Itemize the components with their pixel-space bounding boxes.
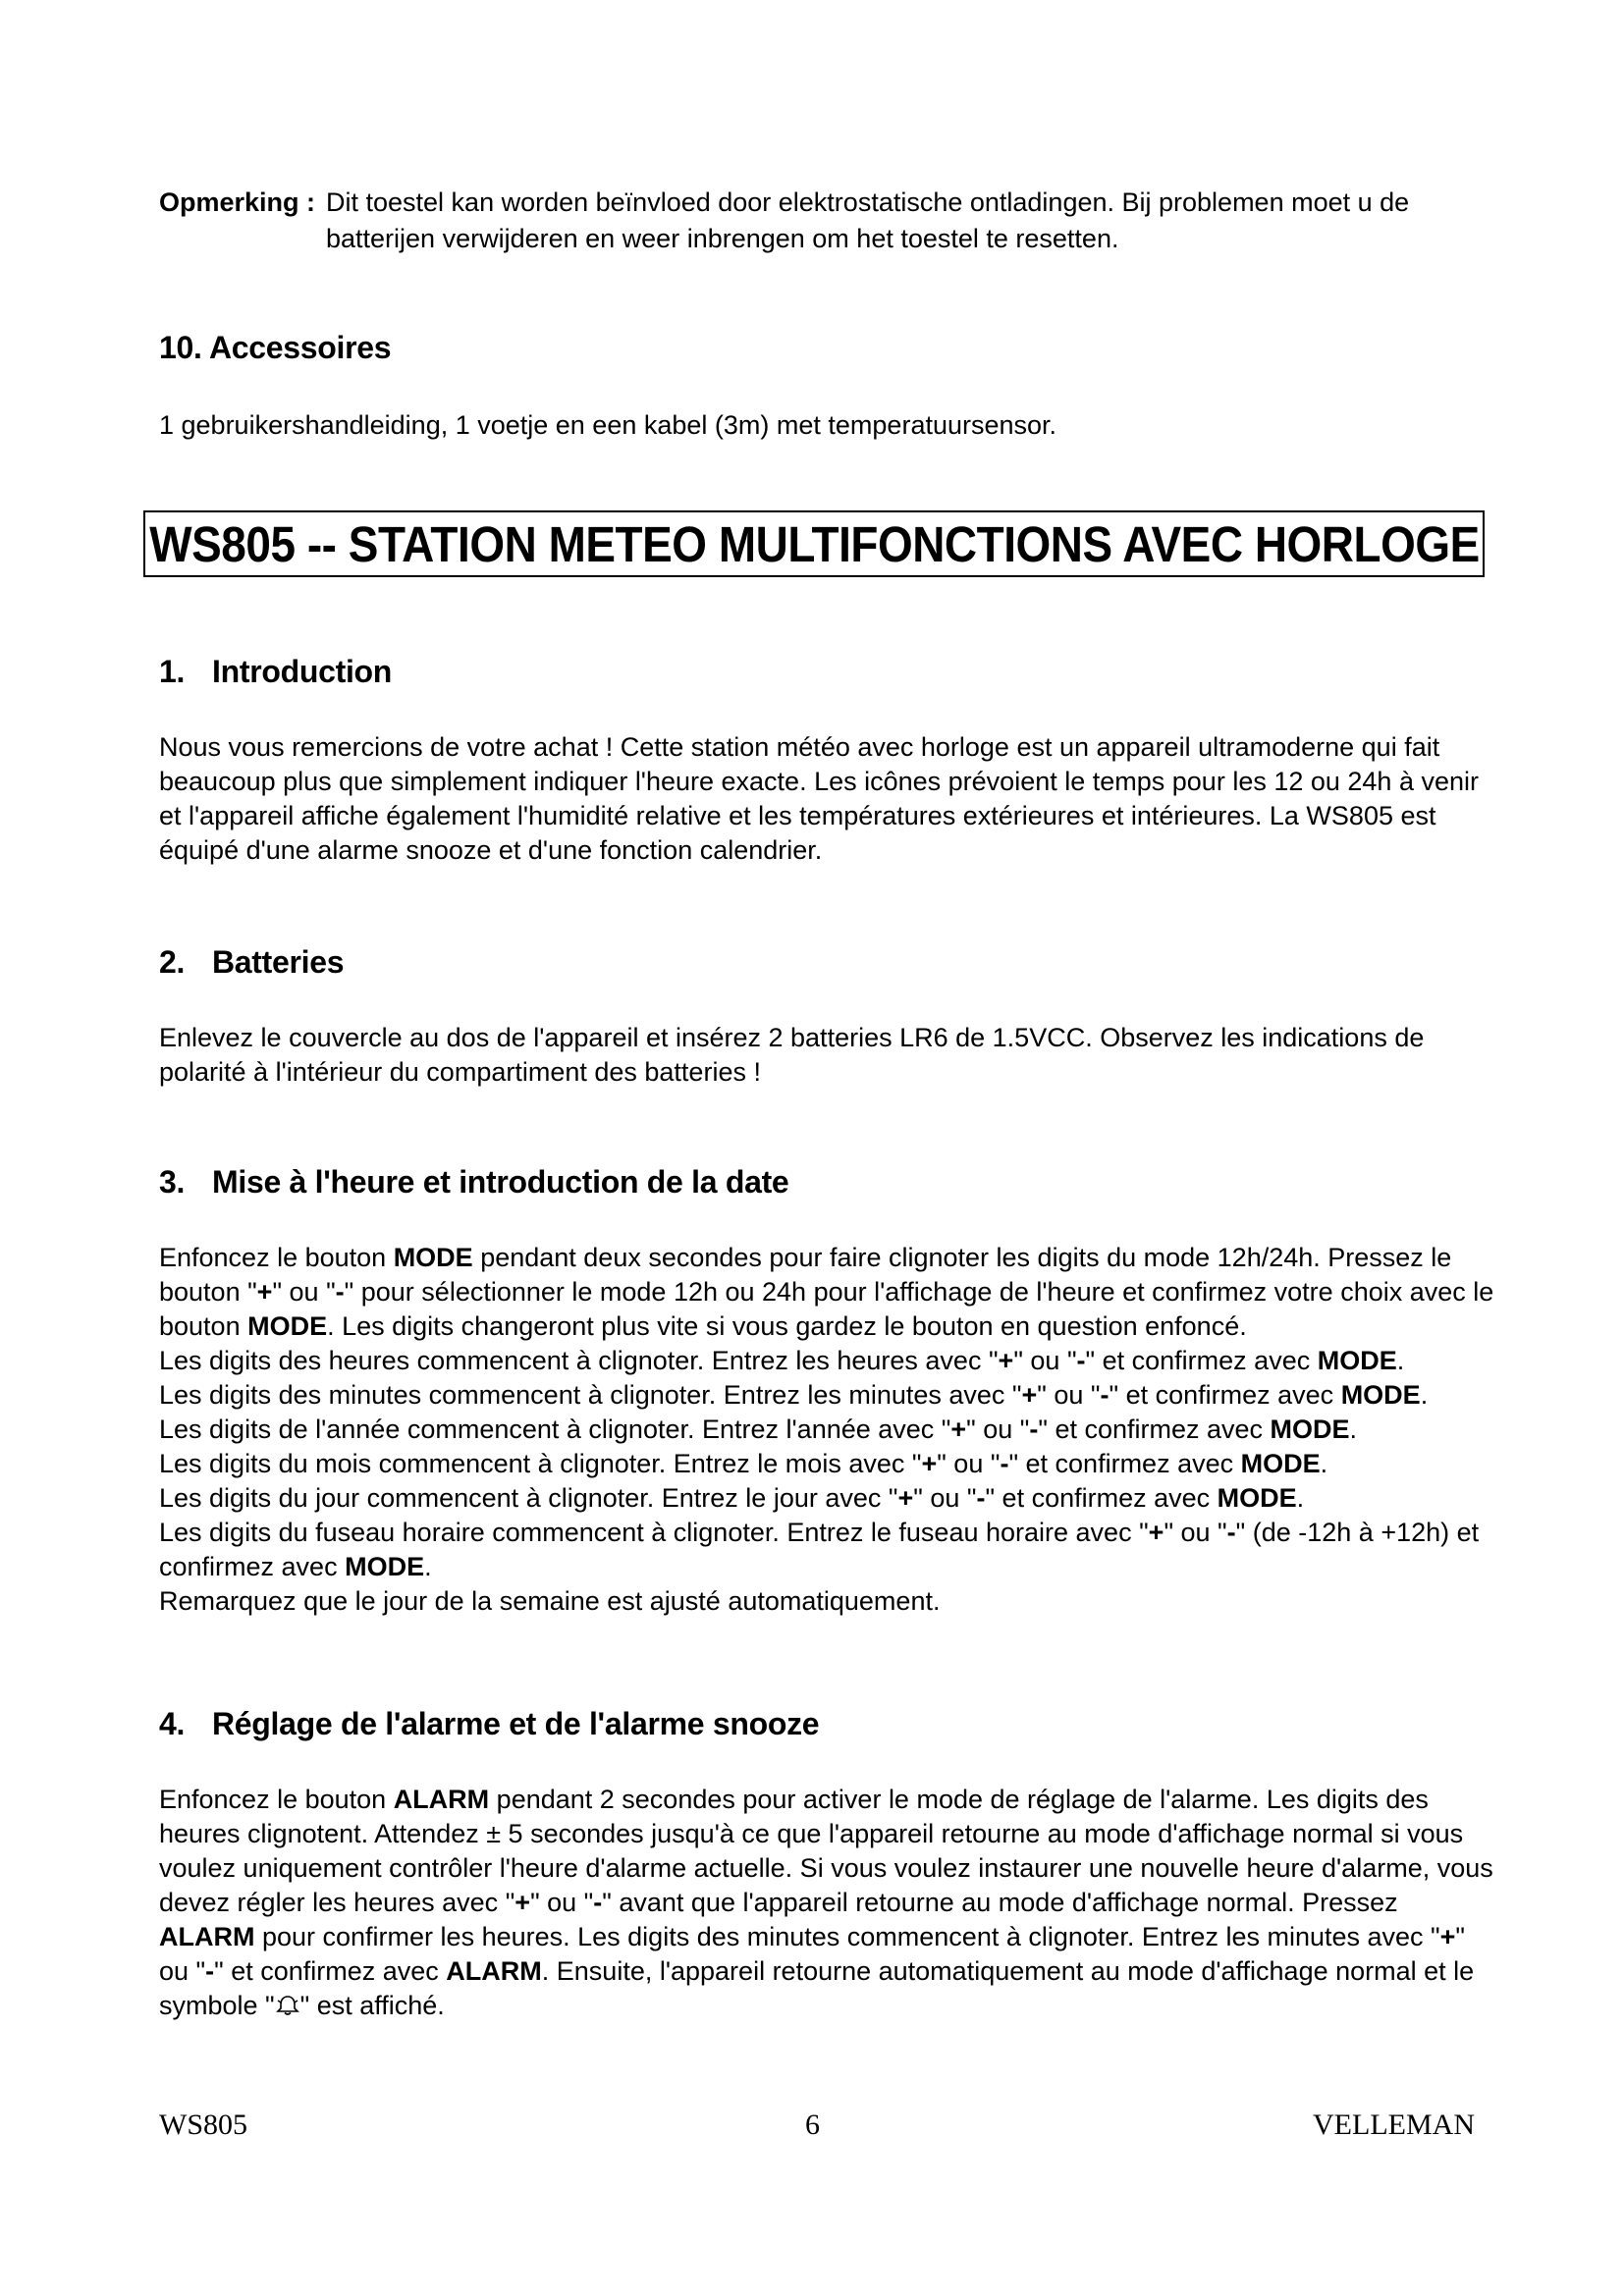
batteries-heading	[159, 944, 344, 981]
alarm-title: Réglage de l'alarme et de l'alarme snooze	[212, 1706, 820, 1741]
time-title: Mise à l'heure et introduction de la date	[212, 1164, 789, 1200]
note-text: Dit toestel kan worden beïnvloed door elektrostatische ontladingen. Bij problemen moet u de batterijen verwijderen en weer inbrengen om het toestel te resetten.	[326, 187, 1410, 253]
time-paragraph-1: Enfoncez le bouton MODE pendant deux secondes pour faire clignoter les digits du mode 12h/24h. Pressez le bouton "+" ou "-" pour sélectionner le mode 12h ou 24h pour l'affichage de l'heure et confirmez votre choix avec le bouton MODE. Les digits changeront plus vite si vous gardez le bouton en question enfoncé.	[159, 1243, 1494, 1341]
alarm-number: 4.	[159, 1706, 186, 1741]
footer-page-number: 6	[805, 2109, 820, 2141]
time-day-line: Les digits du jour commencent à clignoter. Entrez le jour avec "+" ou "-" et confirmez avec MODE.	[159, 1483, 1305, 1513]
time-timezone-line: Les digits du fuseau horaire commencent à clignoter. Entrez le fuseau horaire avec "+" ou "-" (de -12h à +12h) et confirmez avec MODE.	[159, 1518, 1480, 1581]
note-label: Opmerking :	[159, 187, 316, 217]
document-title: WS805 -- STATION METEO MULTIFONCTIONS AVEC HORLOGE	[148, 515, 1480, 572]
document-title-box	[143, 510, 1485, 577]
accessoires-heading	[159, 330, 391, 366]
note-block	[159, 185, 1485, 257]
intro-number: 1.	[159, 654, 186, 689]
alarm-heading	[159, 1706, 819, 1742]
footer-right: VELLEMAN	[1313, 2109, 1475, 2141]
intro-heading	[159, 654, 392, 690]
accessoires-text: 1 gebruikershandleiding, 1 voetje en een kabel (3m) met temperatuursensor.	[159, 410, 1057, 440]
alarm-paragraph: Enfoncez le bouton ALARM pendant 2 secondes pour activer le mode de réglage de l'alarme. Les digits des heures clignotent. Attendez ± 5 secondes jusqu'à ce que l'appareil retourne au mode d'affichage normal si vous voulez uniquement contrôler l'heure d'alarme actuelle. Si vous voulez instaurer une nouvelle heure d'alarme, vous devez régler les heures avec "+" ou "-" avant que l'appareil retourne au mode d'affichage normal. Pressez ALARM pour confirmer les heures. Les digits des minutes commencent à clignoter. Entrez les minutes avec "+" ou "-" et confirmez avec ALARM. Ensuite, l'appareil retourne automatiquement au mode d'affichage normal et le symbole " " est affiché.	[159, 1785, 1493, 2020]
time-weekday-line: Remarquez que le jour de la semaine est ajusté automatiquement.	[159, 1586, 941, 1616]
accessoires-number: 10.	[159, 330, 202, 365]
footer-left: WS805	[159, 2109, 247, 2141]
batteries-title: Batteries	[212, 944, 345, 980]
intro-title: Introduction	[212, 654, 393, 689]
batteries-text: Enlevez le couvercle au dos de l'appareil et insérez 2 batteries LR6 de 1.5VCC. Observez les indications de polarité à l'intérieur du compartiment des batteries !	[159, 1023, 1425, 1087]
time-year-line: Les digits de l'année commencent à clignoter. Entrez l'année avec "+" ou "-" et confirmez avec MODE.	[159, 1415, 1358, 1444]
accessoires-title: Accessoires	[209, 330, 392, 365]
batteries-number: 2.	[159, 944, 186, 980]
time-heading	[159, 1164, 788, 1201]
bell-icon	[275, 1995, 300, 2016]
time-minutes-line: Les digits des minutes commencent à clignoter. Entrez les minutes avec "+" ou "-" et confirmez avec MODE.	[159, 1380, 1429, 1410]
time-month-line: Les digits du mois commencent à clignoter. Entrez le mois avec "+" ou "-" et confirmez avec MODE.	[159, 1449, 1328, 1478]
time-hours-line: Les digits des heures commencent à clignoter. Entrez les heures avec "+" ou "-" et confirmez avec MODE.	[159, 1346, 1405, 1375]
time-text	[159, 1241, 1494, 1619]
alarm-text	[159, 1783, 1494, 2023]
time-number: 3.	[159, 1164, 186, 1200]
intro-text: Nous vous remercions de votre achat ! Cette station météo avec horloge est un appareil ultramoderne qui fait beaucoup plus que simplement indiquer l'heure exacte. Les icônes prévoient le temps pour les 12 ou 24h à venir et l'appareil affiche également l'humidité relative et les températures extérieures et intérieures. La WS805 est équipé d'une alarme snooze et d'une fonction calendrier.	[159, 732, 1479, 865]
